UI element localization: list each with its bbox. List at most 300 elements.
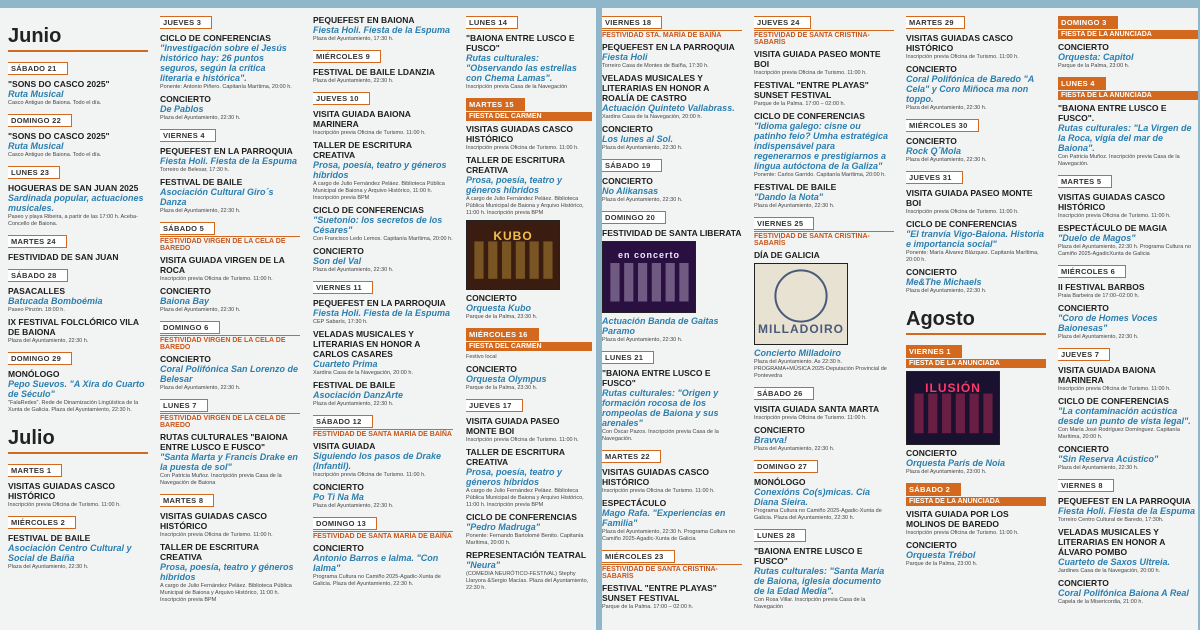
event-subtitle: Asociación Centro Cultural y Social de Baíña — [8, 543, 132, 563]
event-details: CEP Sabarís, 17:30 h. — [313, 319, 368, 325]
kubo-poster-label: KUBO — [493, 229, 533, 244]
event-subtitle: "Coro de Homes Voces Baionesas" — [1058, 313, 1158, 333]
event-title: VISITA GUIADA — [313, 441, 376, 451]
event-entry — [906, 448, 1046, 476]
date-label: MIÉRCOLES 9 — [313, 50, 381, 63]
event-subtitle: Antonio Barros e Ialma. "Con Ialma" — [313, 553, 439, 573]
event-title: VISITA GUIADA PASEO MONTE BOI — [906, 188, 1033, 208]
date-label: MARTES 5 — [1058, 175, 1112, 188]
event-subtitle: "Suetonio: los secretos de los Césares" — [313, 215, 443, 235]
event-details: Inscripción previa Casa de la Navegación — [466, 84, 568, 90]
event-subtitle: Asociación Cultural Giro´s Danza — [160, 187, 274, 207]
event-title: CICLO DE CONFERENCIAS — [906, 219, 1017, 229]
event-subtitle: Coral Polifónica San Lorenzo de Belesar — [160, 364, 299, 384]
event-entry — [8, 286, 148, 314]
event-details: Torreiro Centro Cultural de Baredo, 17:30h. — [1058, 517, 1164, 523]
date-label: JUEVES 24 — [754, 16, 811, 29]
event-details: Praia Barbeira de 17:00–02:00 h. — [1058, 293, 1140, 299]
event-title: MONÓLOGO — [754, 477, 806, 487]
date-label: LUNES 4 — [1058, 77, 1106, 90]
event-subtitle: Los lunes al Sol. — [602, 134, 674, 144]
date-label: VIERNES 11 — [313, 281, 373, 294]
event-title: CICLO DE CONFERENCIAS — [754, 111, 865, 121]
event-entry — [466, 416, 592, 444]
festivity-banner: FIESTA DE LA ANUNCIADA — [1058, 91, 1198, 100]
event-title: REPRESENTACIÓN TEATRAL — [466, 550, 587, 560]
event-details: Con Francisco Ledo Lemos. Capitanía Marítima, 20:00 h. — [313, 236, 453, 242]
event-details: "FalaRedes". Rede de Dinamización Lingüística de la Xunta de Galicia. Plaza del Ayuntamiento, 22:30 h. — [8, 400, 139, 413]
event-details: Plaza del Ayuntamiento, 22:30 h. — [313, 401, 394, 407]
event-subtitle: Prosa, poesía, teatro y géneros híbridos — [313, 160, 447, 180]
right-page — [602, 0, 1198, 630]
event-subtitle: "Idioma galego: cisne ou patinho feio? Umha estratégica indispensável para regenerarnos e prestigiarnos a língua autóctona de la Galiza" — [754, 121, 889, 171]
event-entry — [906, 540, 1046, 568]
event-title: CONCIERTO — [313, 543, 364, 553]
event-title: PEQUEFEST EN LA PARROQUIA — [313, 298, 446, 308]
event-title: VISITA GUIADA PASEO MONTE BOI — [466, 416, 560, 436]
event-title: "BAIONA ENTRE LUSCO E FUSCO" — [754, 546, 863, 566]
date-label: SÁBADO 21 — [8, 62, 68, 75]
event-title: PEQUEFEST EN LA PARROQUIA — [160, 146, 293, 156]
event-details: Plaza del Ayuntamiento, 22:30 h. — [602, 197, 683, 203]
event-entry — [313, 67, 453, 85]
event-details: Plaza del Ayuntamiento, 22:30 h. — [313, 267, 394, 273]
event-details: Plaza del Ayuntamiento, 22:30 h. — [313, 503, 394, 509]
event-title: VELADAS MUSICALES Y LITERARIAS EN HONOR A ÁLVARO POMBO — [1058, 527, 1166, 557]
event-subtitle: Actuación Quinteto Vallabrass. — [602, 103, 735, 113]
milladoiro-poster-image — [754, 263, 848, 345]
event-title: CONCIERTO — [313, 246, 364, 256]
date-label: DOMINGO 3 — [1058, 16, 1118, 29]
event-title: CICLO DE CONFERENCIAS — [160, 33, 271, 43]
event-entry — [313, 109, 453, 137]
event-subtitle: "Neura" — [466, 560, 501, 570]
event-subtitle: Orquesta: Capitol — [1058, 52, 1134, 62]
event-details: Plaza del Ayuntamiento, 22:30 h. — [1058, 465, 1139, 471]
date-label: JUEVES 10 — [313, 92, 370, 105]
event-subtitle: "Santa Marta y Francis Drake en la puesta de sol" — [160, 452, 298, 472]
date-label: DOMINGO 22 — [8, 114, 72, 127]
event-title: CONCIERTO — [160, 354, 211, 364]
event-entry — [313, 543, 453, 588]
event-title: PEQUEFEST EN BAIONA — [313, 15, 415, 25]
event-title: "SONS DO CASCO 2025" — [8, 131, 110, 141]
event-details: A cargo de Julio Fernández Peláez. Biblioteca Pública Municipal de Baiona y Arquivo Histórico, 11:00 h. Inscripción previa BPM — [466, 196, 584, 216]
event-entry — [602, 368, 742, 443]
event-entry — [906, 188, 1046, 216]
date-label: LUNES 7 — [160, 399, 208, 412]
event-details: Ponente: Fernando Bartolomé Benito. Capitanía Marítima, 20:00 h. — [466, 533, 584, 546]
date-label: LUNES 28 — [754, 529, 806, 542]
event-entry — [1058, 396, 1198, 441]
date-label: MIÉRCOLES 16 — [466, 328, 539, 341]
event-title: CONCIERTO — [906, 136, 957, 146]
event-details: Jardines Casa de la Navegación, 20:00 h. — [1058, 568, 1161, 574]
event-subtitle: Orquesta París de Noia — [906, 458, 1006, 468]
event-title: FESTIVAL DE BAILE — [160, 177, 243, 187]
event-details: Plaza del Ayuntamiento, 22:30 h. — [8, 338, 89, 344]
event-entry — [754, 425, 894, 453]
event-title: VISITAS GUIADAS CASCO HISTÓRICO — [466, 124, 574, 144]
event-subtitle: Rutas culturales: "Santa María de Baiona, iglesia documento de la Edad Media". — [754, 566, 885, 596]
date-label: SÁBADO 28 — [8, 269, 68, 282]
event-entry — [906, 64, 1046, 112]
event-title: CONCIERTO — [1058, 303, 1109, 313]
event-entry — [313, 246, 453, 274]
event-entry — [1058, 103, 1198, 168]
event-details: Con Patricia Muñoz. Inscripción previa Casa de la Navegación de Baiona — [160, 473, 282, 486]
event-title: "BAIONA ENTRE LUSCO E FUSCO" — [466, 33, 575, 53]
event-title: VISITAS GUIADAS CASCO HISTÓRICO — [160, 511, 268, 531]
event-subtitle: Prosa, poesía, teatro y géneros híbridos — [466, 467, 563, 487]
event-subtitle: Rock Q´Mola — [906, 146, 962, 156]
event-entry — [8, 79, 148, 107]
event-entry — [1058, 42, 1198, 70]
event-subtitle: Batucada Bomboémia — [8, 296, 103, 306]
event-details: Plaza del Ayuntamiento, 22:30 h. — [754, 446, 835, 452]
date-label: VIERNES 1 — [906, 345, 962, 358]
date-label: JUEVES 3 — [160, 16, 212, 29]
event-details: Plaza del Ayuntamiento, 22:30 h. — [754, 203, 835, 209]
event-entry — [1058, 365, 1198, 393]
date-label: MIÉRCOLES 2 — [8, 516, 76, 529]
event-entry — [602, 228, 742, 238]
event-details: Parque de la Palma, 23:00 h. — [906, 561, 978, 567]
month-rule — [906, 333, 1046, 335]
event-entry — [160, 146, 300, 174]
event-entry — [1058, 282, 1198, 300]
event-subtitle: Fiesta Holi. Fiesta de la Espuma — [313, 308, 451, 318]
event-entry — [602, 498, 742, 543]
date-label: JUEVES 7 — [1058, 348, 1110, 361]
event-subtitle: Rutas culturales: "Observando las estrellas con Chema Lamas". — [466, 53, 577, 83]
event-subtitle: Cuarteto de Saxos Ultreia. — [1058, 557, 1171, 567]
event-subtitle: Coral Polifónica de Baredo "A Cela" y Coro Miñoca ma non toppo. — [906, 74, 1034, 104]
event-subtitle: Rutas culturales: "La Virgen de la Roca, vigía del mar de Baiona". — [1058, 123, 1192, 153]
date-label: MARTES 22 — [602, 450, 661, 463]
month-title: Agosto — [906, 308, 975, 330]
festivity-banner: FIESTA DE LA ANUNCIADA — [1058, 30, 1198, 39]
date-label: VIERNES 4 — [160, 129, 216, 142]
event-entry — [160, 94, 300, 122]
event-details: Plaza del Ayuntamiento, 22:30 h. — [160, 385, 241, 391]
event-details: (COMEDIA NEURÓTICO-FESTIVAL) Stephy Llaryora &Sergio Macías. Plaza del Ayuntamiento, 22:30 h. — [466, 571, 589, 591]
event-entry — [466, 354, 592, 361]
event-details: Parque de la Palma, 23:00 h. — [1058, 63, 1130, 69]
event-title: PEQUEFEST EN LA PARROQUIA — [1058, 496, 1191, 506]
event-subtitle: Coral Polifónica Baiona A Real — [1058, 588, 1189, 598]
event-title: "SONS DO CASCO 2025" — [8, 79, 110, 89]
event-entry — [906, 267, 1046, 295]
event-details: A cargo de Julio Fernández Peláez. Biblioteca Pública Municipal de Baiona y Arquivo Histórico, 11:00 h. Inscripción previa BPM — [160, 583, 292, 603]
event-title: CONCIERTO — [906, 64, 957, 74]
event-entry — [906, 509, 1046, 537]
event-title: VISITA GUIADA BAIONA MARINERA — [1058, 365, 1156, 385]
event-entry — [754, 348, 894, 380]
event-subtitle: Fiesta Holi — [602, 52, 648, 62]
event-details: Parque de la Palma, 23:30 h. — [466, 385, 538, 391]
event-details: Programa Cultura no Camiño 2025-Agadic-Xunta de Galicia. Plaza del Ayuntamiento, 22:30 h. — [313, 574, 441, 587]
event-subtitle: No Alikansas — [602, 186, 659, 196]
event-title: VISITAS GUIADAS CASCO HISTÓRICO — [8, 481, 116, 501]
event-entry — [602, 73, 742, 121]
date-label: DOMINGO 29 — [8, 352, 72, 365]
date-label: DOMINGO 20 — [602, 211, 666, 224]
event-details: Plaza del Ayuntamiento, 23:00 h. — [906, 469, 987, 475]
event-title: ESPECTÁCULO — [602, 498, 667, 508]
event-entry — [1058, 496, 1198, 524]
event-title: VISITAS GUIADAS CASCO HISTÓRICO — [906, 33, 1014, 53]
event-details: Plaza del Ayuntamiento, 22:30 h. — [906, 288, 987, 294]
column-1 — [8, 12, 148, 630]
event-title: PEQUEFEST EN LA PARROQUIA — [602, 42, 735, 52]
event-details: Inscripción previa Oficina de Turismo. 11:00 h. — [8, 502, 121, 508]
event-title: "BAIONA ENTRE LUSCO E FUSCO" — [602, 368, 711, 388]
event-entry — [313, 15, 453, 43]
event-subtitle: Orquesta Olympus — [466, 374, 547, 384]
event-title: FESTIVAL DE BAILE — [313, 380, 396, 390]
festivity-banner: FIESTA DEL CARMEN — [466, 342, 592, 351]
event-subtitle: "Duelo de Magos" — [1058, 233, 1136, 243]
date-label: MIÉRCOLES 6 — [1058, 265, 1126, 278]
event-subtitle: Conexións Co(s)micas. Cía Diana Sieira. — [754, 487, 871, 507]
event-title: CICLO DE CONFERENCIAS — [1058, 396, 1169, 406]
event-title: FESTIVAL "ENTRE PLAYAS" SUNSET FESTIVAL — [602, 583, 717, 603]
event-entry — [160, 542, 300, 604]
event-entry — [754, 546, 894, 611]
event-entry — [160, 432, 300, 487]
date-label: SÁBADO 5 — [160, 222, 215, 235]
festivity-banner: FIESTA DE LA ANUNCIADA — [906, 497, 1046, 506]
event-details: Plaza del Ayuntamiento, 22:30 h. — [906, 105, 987, 111]
event-subtitle: "La contaminación acústica desde un punto de vista legal". — [1058, 406, 1191, 426]
event-title: CICLO DE CONFERENCIAS — [313, 205, 424, 215]
event-subtitle: Fiesta Holi. Fiesta de la Espuma — [160, 156, 298, 166]
event-entry — [466, 550, 592, 592]
event-title: TALLER DE ESCRITURA CREATIVA — [313, 140, 412, 160]
event-title: MONÓLOGO — [8, 369, 60, 379]
event-details: Parque de la Palma. 17:00 – 02:00 h. — [602, 604, 694, 610]
event-title: VISITA GUIADA BAIONA MARINERA — [313, 109, 411, 129]
date-label: MARTES 1 — [8, 464, 62, 477]
event-title: FESTIVAL DE BAILE — [754, 182, 837, 192]
event-title: IX FESTIVAL FOLCLÓRICO VILA DE BAIONA — [8, 317, 139, 337]
event-entry — [466, 364, 592, 392]
event-title: CONCIERTO — [1058, 578, 1109, 588]
event-title: PASACALLES — [8, 286, 65, 296]
event-entry — [602, 316, 742, 344]
event-entry — [160, 33, 300, 91]
event-details: Torreiro Casa de Montes de Baíña, 17:30 h. — [602, 63, 709, 69]
date-label: LUNES 14 — [466, 16, 518, 29]
date-label: LUNES 23 — [8, 166, 60, 179]
event-entry — [906, 33, 1046, 61]
event-title: VISITAS GUIADAS CASCO HISTÓRICO — [602, 467, 710, 487]
event-title: CONCIERTO — [160, 286, 211, 296]
event-entry — [313, 205, 453, 243]
event-entry — [602, 467, 742, 495]
event-details: Inscripción previa Oficina de Turismo. 11:00 h. — [160, 532, 273, 538]
event-entry — [1058, 578, 1198, 606]
event-entry — [1058, 303, 1198, 341]
column-4 — [466, 12, 592, 630]
kubo-poster-image — [466, 220, 560, 290]
event-title: CONCIERTO — [466, 364, 517, 374]
festivity-line: FESTIVIDAD DE SANTA CRISTINA-SABARÍS — [602, 564, 742, 580]
event-details: Plaza del Ayuntamiento, 22:30 h. Programa Cultura no Camiño 2025-AgadicXunta de Galicia — [1058, 244, 1191, 257]
event-entry — [160, 286, 300, 314]
event-subtitle: Orquesta Kubo — [466, 303, 532, 313]
date-label: DOMINGO 27 — [754, 460, 818, 473]
date-label: MARTES 29 — [906, 16, 965, 29]
event-details: Inscripción previa Oficina de Turismo. 11:00 h. — [466, 437, 579, 443]
festivity-banner: FIESTA DE LA ANUNCIADA — [906, 359, 1046, 368]
event-details: Paseo y playa Ribeira, a partir de las 17:00 h. Aceba-Concello de Baiona. — [8, 214, 138, 227]
month-title: Julio — [8, 427, 55, 449]
event-title: CONCIERTO — [602, 176, 653, 186]
event-entry — [8, 533, 148, 571]
event-entry — [754, 111, 894, 179]
event-title: CONCIERTO — [754, 425, 805, 435]
event-title: FESTIVIDAD DE SANTA LIBERATA — [602, 228, 742, 238]
date-label: SÁBADO 2 — [906, 483, 961, 496]
event-details: A cargo de Julio Fernández Peláez. Biblioteca Pública Municipal de Baiona y Arquivo Histórico, 11:00 h. Inscripción previa BPM — [313, 181, 445, 201]
date-label: DOMINGO 13 — [313, 517, 377, 530]
event-title: VELADAS MUSICALES Y LITERARIAS EN HONOR A ROALÍA DE CASTRO — [602, 73, 710, 103]
event-details: Inscripción previa Oficina de Turismo. 11:00 h. — [1058, 386, 1171, 392]
event-title: TALLER DE ESCRITURA CREATIVA — [466, 447, 565, 467]
ilusion-poster-label: ILUSIÓN — [925, 380, 981, 395]
event-subtitle: Fiesta Holi. Fiesta de la Espuma — [313, 25, 451, 35]
event-details: Con Patricia Muñoz. Inscripción previa Casa de la Navegación. — [1058, 154, 1180, 167]
festivity-line: FESTIVIDAD DE SANTA MARÍA DE BAÍÑA — [313, 533, 452, 540]
event-subtitle: "Investigación sobre el Jesús histórico hay: 26 puntos seguros, según la crítica literaria e histórica". — [160, 43, 287, 83]
event-details: Plaza del Ayuntamiento, 22:30 h. — [1058, 334, 1139, 340]
event-title: CICLO DE CONFERENCIAS — [466, 512, 577, 522]
left-page — [0, 0, 596, 630]
event-title: TALLER DE ESCRITURA CREATIVA — [160, 542, 259, 562]
event-entry — [466, 33, 592, 91]
event-entry — [1058, 444, 1198, 472]
event-title: CONCIERTO — [906, 448, 957, 458]
event-details: Ponente: María Álvarez Blázquez. Capitanía Marítima, 20:00 h. — [906, 250, 1039, 263]
event-title: CONCIERTO — [160, 94, 211, 104]
event-details: Inscripción previa Oficina de Turismo. 11:00 h. — [754, 415, 867, 421]
event-subtitle: Me&The Michaels — [906, 277, 982, 287]
event-subtitle: Bravva! — [754, 435, 788, 445]
event-details: Paseo Pinzón. 18:00 h. — [8, 307, 65, 313]
column-5 — [602, 12, 742, 630]
event-subtitle: De Pablos — [160, 104, 204, 114]
date-label: MIÉRCOLES 23 — [602, 550, 675, 563]
column-8 — [1058, 12, 1198, 630]
event-title: FESTIVIDAD DE SAN JUAN — [8, 252, 119, 262]
milladoiro-poster-label: MILLADOIRO — [758, 321, 844, 336]
event-details: Casco Antiguo de Baiona. Todo el día. — [8, 152, 102, 158]
gaitas-poster-label: en concerto — [617, 250, 680, 261]
event-details: Casco Antiguo de Baiona. Todo el día. — [8, 100, 102, 106]
event-entry — [754, 49, 894, 77]
event-entry — [160, 255, 300, 283]
event-subtitle: Ruta Musical — [8, 141, 64, 151]
event-details: Inscripción previa Oficina de Turismo. 11:00 h. — [906, 54, 1019, 60]
event-details: Plaza del Ayuntamiento, 22:30 h. — [602, 337, 683, 343]
festivity-banner: FIESTA DEL CARMEN — [466, 112, 592, 121]
event-subtitle: Sardinada popular, actuaciones musicales. — [8, 193, 144, 213]
month-title: Junio — [8, 25, 62, 47]
event-details: Inscripción previa Oficina de Turismo. 11:00 h. — [906, 209, 1019, 215]
date-label: JUEVES 31 — [906, 171, 963, 184]
event-title: CONCIERTO — [313, 482, 364, 492]
date-label: VIERNES 18 — [602, 16, 662, 29]
column-6 — [754, 12, 894, 630]
event-title: VISITA GUIADA PASEO MONTE BOI — [754, 49, 881, 69]
event-entry — [313, 298, 453, 326]
event-title: HOGUERAS DE SAN JUAN 2025 — [8, 183, 139, 193]
event-entry — [602, 583, 742, 611]
event-title: CONCIERTO — [906, 267, 957, 277]
event-entry — [466, 124, 592, 152]
top-band — [602, 0, 1198, 8]
event-subtitle: Asociación DanzArte — [313, 390, 404, 400]
event-title: VISITAS GUIADAS CASCO HISTÓRICO — [1058, 192, 1166, 212]
event-title: CONCIERTO — [1058, 42, 1109, 52]
event-entry — [602, 124, 742, 152]
event-entry — [8, 183, 148, 228]
event-title: TALLER DE ESCRITURA CREATIVA — [466, 155, 565, 175]
top-band — [0, 0, 596, 8]
festivity-line: FESTIVIDAD VIRGEN DE LA CELA DE BAREDO — [160, 413, 300, 429]
event-entry — [1058, 223, 1198, 258]
event-title: VISITA GUIADA POR LOS MOLINOS DE BAREDO — [906, 509, 1009, 529]
event-details: Plaza del Ayuntamiento, 22:30 h. — [160, 307, 241, 313]
event-details: Inscripción previa Oficina de Turismo. 11:00 h. — [1058, 213, 1171, 219]
event-title: FESTIVAL DE BAILE LDANZIA — [313, 67, 435, 77]
event-title: VELADAS MUSICALES Y LITERARIAS EN HONOR A CARLOS CASARES — [313, 329, 421, 359]
date-label: MIÉRCOLES 30 — [906, 119, 979, 132]
month-rule — [8, 50, 148, 52]
event-entry — [754, 477, 894, 522]
column-3 — [313, 12, 453, 630]
column-7 — [906, 12, 1046, 630]
event-details: Con Óscar Pazos. Inscripción previa Casa de la Navegación. — [602, 429, 719, 442]
event-title: CONCIERTO — [602, 124, 653, 134]
event-entry — [466, 293, 592, 321]
date-label: JUEVES 17 — [466, 399, 523, 412]
event-details: Xardins Casa de la Navegación, 20:00 h. — [602, 114, 702, 120]
event-entry — [1058, 527, 1198, 575]
event-entry — [466, 447, 592, 509]
event-title: DÍA DE GALICIA — [754, 250, 820, 260]
event-subtitle: "Dando la Nota" — [754, 192, 824, 202]
event-entry — [466, 155, 592, 217]
event-details: Parque de la Palma. 17:00 – 02:00 h. — [754, 101, 846, 107]
event-subtitle: "Sin Reserva Acústico" — [1058, 454, 1159, 464]
event-subtitle: Po Ti Na Ma — [313, 492, 364, 502]
event-entry — [602, 42, 742, 70]
event-entry — [754, 250, 894, 260]
column-2 — [160, 12, 300, 630]
event-subtitle: Orquesta Trébol — [906, 550, 976, 560]
event-details: Inscripción previa Oficina de Turismo. 11:00 h. — [466, 145, 579, 151]
event-details: Inscripción previa Oficina de Turismo. 11:00 h. — [754, 70, 867, 76]
date-label: SÁBADO 19 — [602, 159, 662, 172]
event-subtitle: Cuarteto Prima — [313, 359, 378, 369]
event-subtitle: "Pedro Madruga" — [466, 522, 541, 532]
event-title: RUTAS CULTURALES "BAIONA ENTRE LUSCO E FUSCO" — [160, 432, 288, 452]
date-label: SÁBADO 26 — [754, 387, 814, 400]
event-entry — [313, 329, 453, 377]
